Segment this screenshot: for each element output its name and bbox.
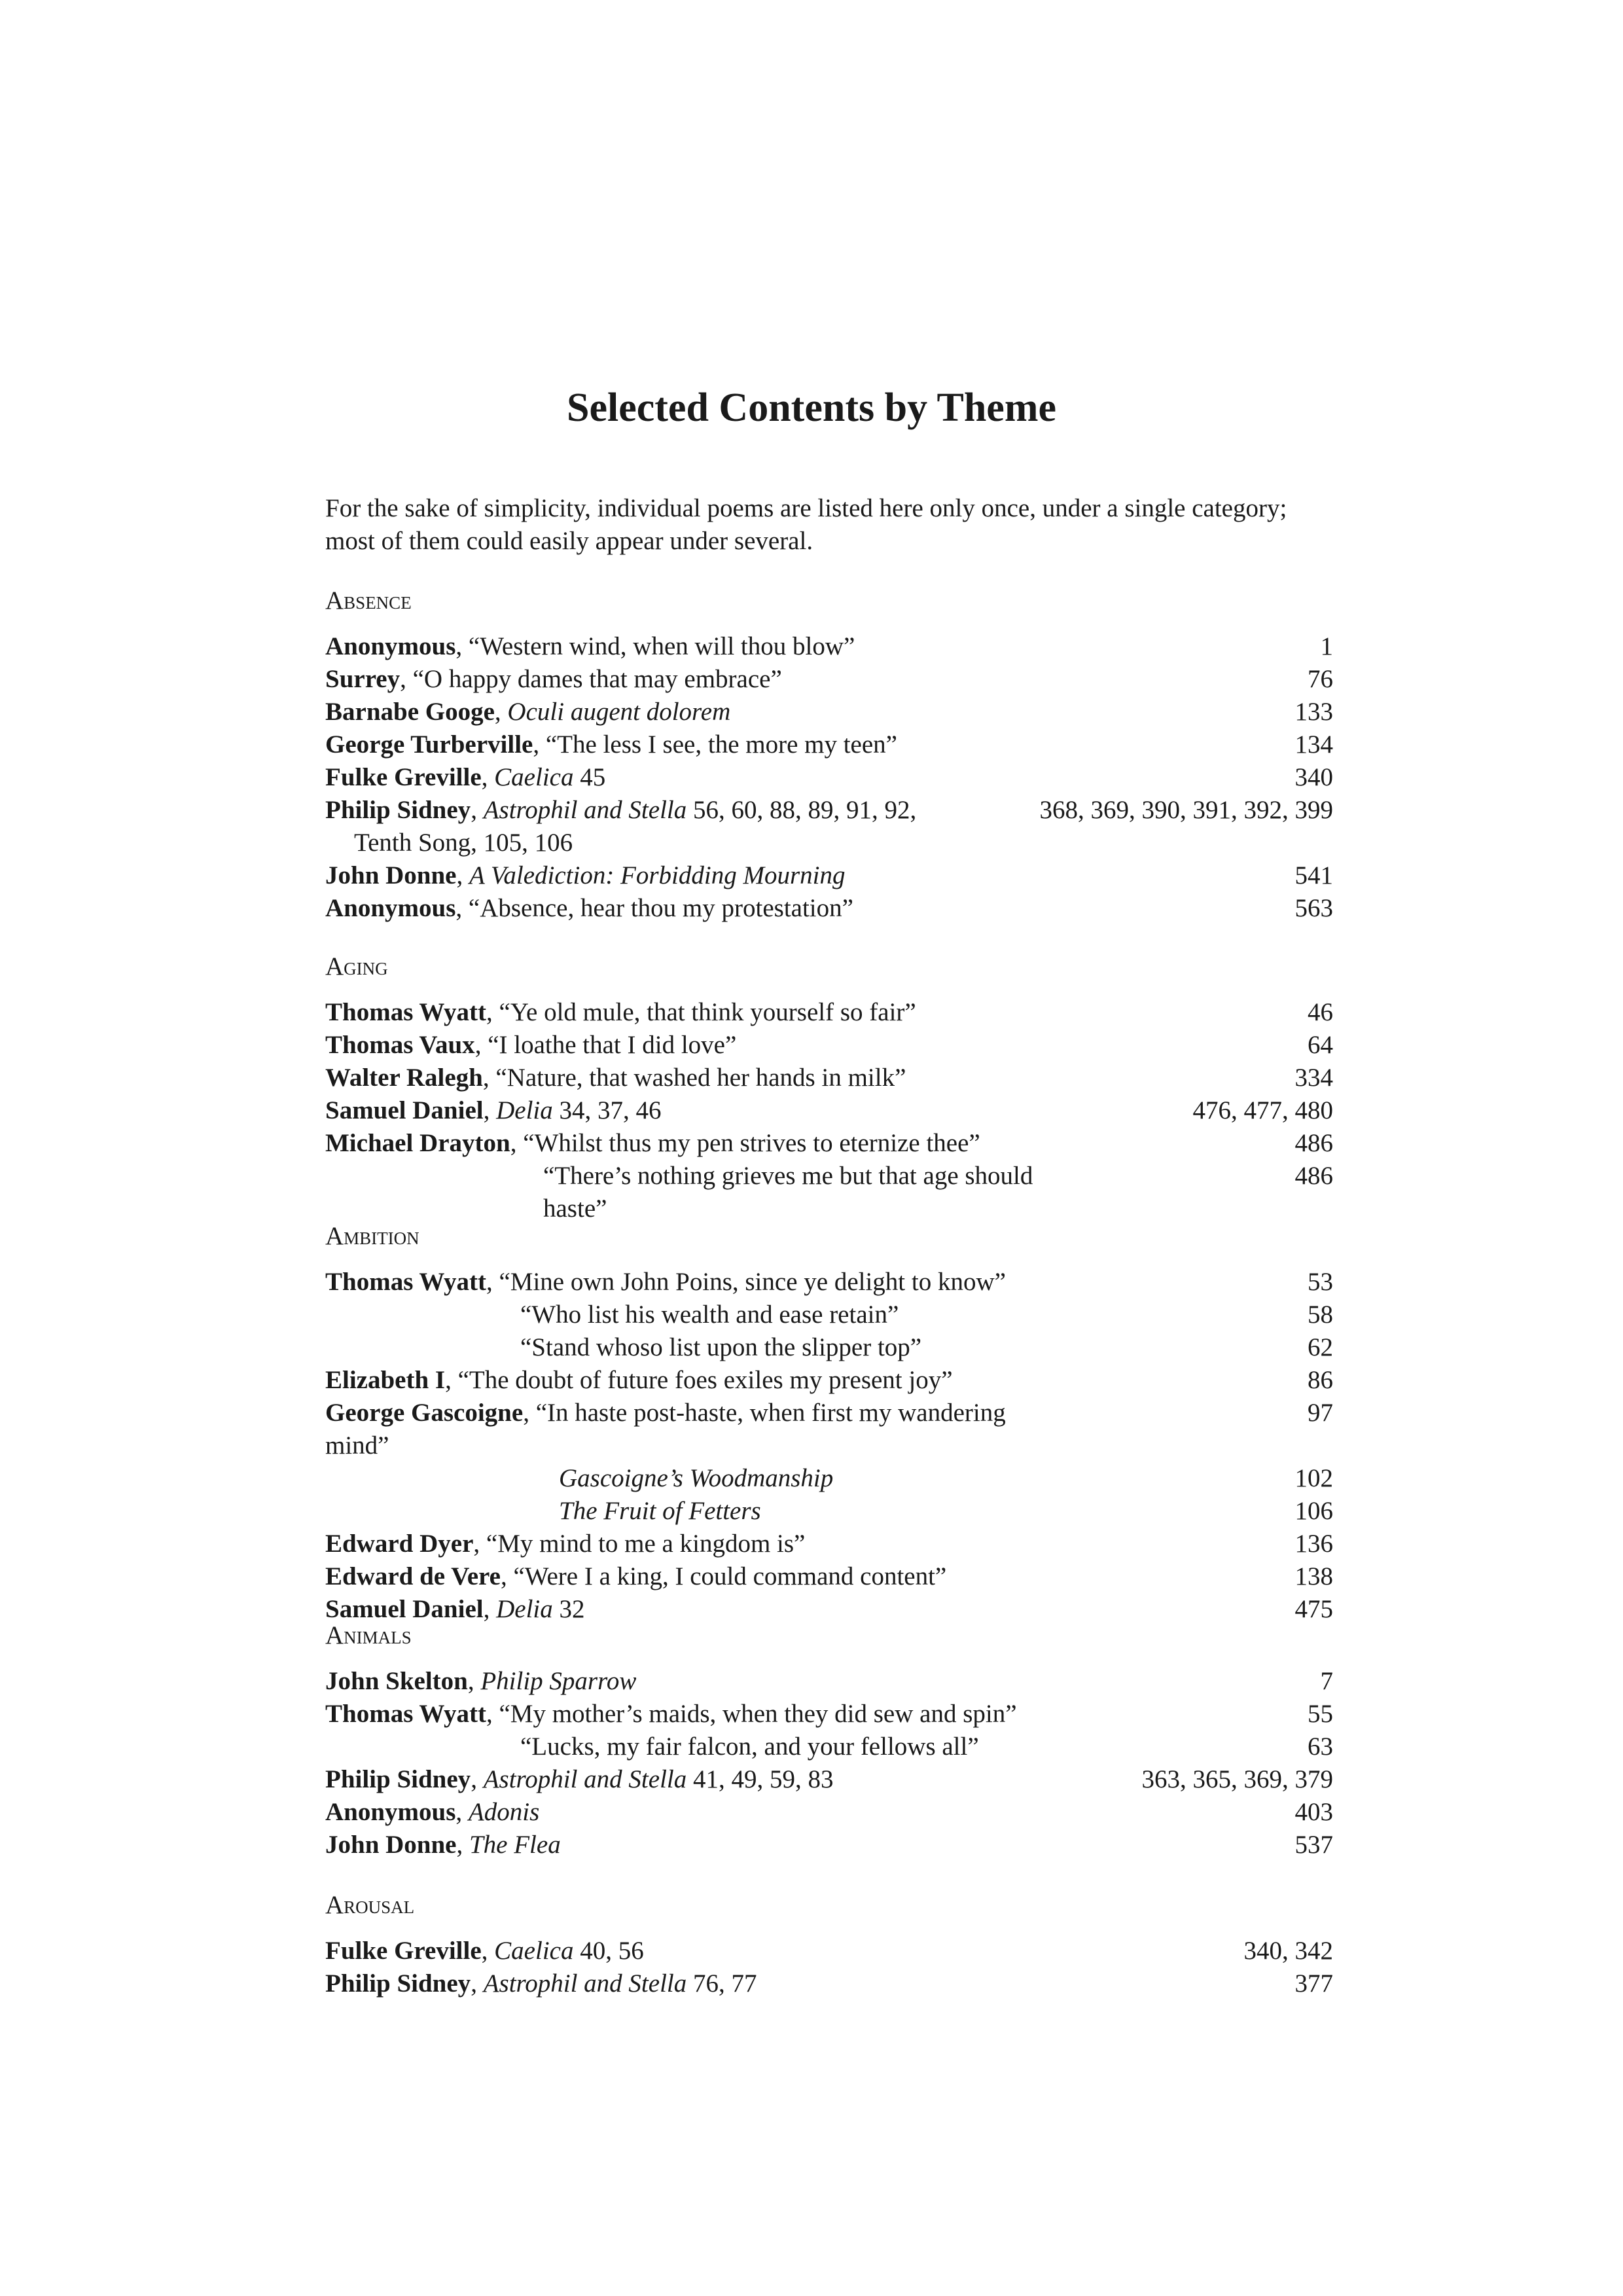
intro-paragraph bbox=[325, 492, 1333, 558]
entry-work: Caelica bbox=[494, 1937, 574, 1965]
entry-title: “O happy dames that may embrace” bbox=[412, 665, 782, 693]
entry-author: Barnabe Googe bbox=[325, 698, 495, 726]
entry-work: Astrophil and Stella bbox=[483, 1969, 687, 1998]
entry-work: The Flea bbox=[469, 1831, 561, 1859]
entry-pages: 138 bbox=[1294, 1562, 1333, 1590]
entry-author: George Gascoigne bbox=[325, 1399, 524, 1427]
entry-author: John Donne bbox=[325, 861, 457, 889]
entry-work: Astrophil and Stella bbox=[483, 796, 687, 824]
section-heading: Absence bbox=[325, 586, 412, 615]
entry: Fulke Greville, Caelica 40, 56 340, 342 bbox=[325, 1935, 1333, 1967]
section-animals bbox=[325, 1619, 1333, 1861]
entry-author: Philip Sidney bbox=[325, 1969, 471, 1998]
entry: John Skelton, Philip Sparrow 7 bbox=[325, 1665, 1333, 1698]
entry-author: Fulke Greville bbox=[325, 1937, 482, 1965]
entry: Edward Dyer, “My mind to me a kingdom is” 136 bbox=[325, 1528, 1333, 1560]
entry bbox=[325, 1331, 1333, 1364]
entry: Philip Sidney, Astrophil and Stella 41, 49, 59, 83 363, 365, 369, 379 bbox=[325, 1763, 1333, 1796]
entry-numbers: 76, 77 bbox=[687, 1969, 757, 1998]
entry-pages: 134 bbox=[1294, 730, 1333, 759]
entry: Thomas Wyatt, “Ye old mule, that think yourself so fair” 46 bbox=[325, 996, 1333, 1029]
entry-pages: 55 bbox=[1308, 1700, 1333, 1728]
entry-numbers: 40, 56 bbox=[573, 1937, 644, 1965]
page-title: Selected Contents by Theme bbox=[567, 386, 1056, 430]
entry-author: John Donne bbox=[325, 1831, 457, 1859]
section-heading: Arousal bbox=[325, 1891, 415, 1919]
entry: Surrey, “O happy dames that may embrace” 76 bbox=[325, 663, 1333, 696]
entry-author: Thomas Vaux bbox=[325, 1031, 475, 1059]
entry-numbers: 56, 60, 88, 89, 91, 92, bbox=[687, 796, 917, 824]
entry-title: “There’s nothing grieves me but that age should haste” bbox=[543, 1162, 1033, 1223]
entry-pages: 97 bbox=[1308, 1399, 1333, 1427]
entry-author: Samuel Daniel bbox=[325, 1096, 484, 1124]
entry-title: “Who list his wealth and ease retain” bbox=[520, 1300, 899, 1329]
entry-work: Caelica bbox=[494, 763, 574, 791]
entry-numbers: 32 bbox=[552, 1595, 585, 1623]
entry-author: Walter Ralegh bbox=[325, 1064, 483, 1092]
entry-author: Elizabeth I bbox=[325, 1366, 446, 1394]
entry: John Donne, A Valediction: Forbidding Mourning 541 bbox=[325, 859, 1333, 892]
entry-title: “Ye old mule, that think yourself so fair” bbox=[499, 998, 916, 1026]
entry-author: Fulke Greville bbox=[325, 763, 482, 791]
entry-pages: 403 bbox=[1294, 1798, 1333, 1826]
entry-author: Thomas Wyatt bbox=[325, 1268, 486, 1296]
entry-title: “Absence, hear thou my protestation” bbox=[468, 894, 853, 922]
entry-author: Michael Drayton bbox=[325, 1129, 510, 1157]
entry-pages: 486 bbox=[1294, 1162, 1333, 1190]
entry-title: “In haste post-haste, when first my wandering mind” bbox=[325, 1399, 1006, 1460]
entry-pages: 363, 365, 369, 379 bbox=[1141, 1765, 1333, 1793]
entry-work: Oculi augent dolorem bbox=[507, 698, 731, 726]
entry-title: “Whilst thus my pen strives to eternize thee” bbox=[523, 1129, 980, 1157]
entry-pages: 1 bbox=[1320, 632, 1333, 660]
entry-title: “Nature, that washed her hands in milk” bbox=[495, 1064, 906, 1092]
entry: Philip Sidney, Astrophil and Stella 56, 60, 88, 89, 91, 92, Tenth Song, 105, 106 368, 369, 390, 391, 392, 399 bbox=[325, 794, 1333, 859]
entry-author: Anonymous bbox=[325, 1798, 456, 1826]
entry-work: Astrophil and Stella bbox=[483, 1765, 687, 1793]
entry-continuation: Tenth Song, 105, 106 bbox=[354, 829, 573, 857]
entry: George Turberville, “The less I see, the more my teen” 134 bbox=[325, 728, 1333, 761]
entry-pages: 368, 369, 390, 391, 392, 399 bbox=[1039, 796, 1333, 824]
entry: Thomas Vaux, “I loathe that I did love” 64 bbox=[325, 1029, 1333, 1062]
entry-title: “Western wind, when will thou blow” bbox=[468, 632, 855, 660]
entry-title: “The doubt of future foes exiles my present joy” bbox=[457, 1366, 953, 1394]
entry-pages: 58 bbox=[1308, 1300, 1333, 1329]
section-heading: Aging bbox=[325, 952, 388, 980]
entry-pages: 563 bbox=[1294, 894, 1333, 922]
entry-pages: 136 bbox=[1294, 1530, 1333, 1558]
entry-title: “My mother’s maids, when they did sew and spin” bbox=[499, 1700, 1017, 1728]
entry-pages: 334 bbox=[1294, 1064, 1333, 1092]
entry: Anonymous, Adonis 403 bbox=[325, 1796, 1333, 1829]
entry: Michael Drayton, “Whilst thus my pen strives to eternize thee” 486 bbox=[325, 1127, 1333, 1160]
entry-title: “Mine own John Poins, since ye delight to know” bbox=[499, 1268, 1006, 1296]
entry-pages: 106 bbox=[1294, 1497, 1333, 1525]
section-aging bbox=[325, 950, 1333, 1225]
entry bbox=[325, 1462, 1333, 1495]
entry-work: Philip Sparrow bbox=[480, 1667, 637, 1695]
entry-author: Edward Dyer bbox=[325, 1530, 474, 1558]
entry-pages: 7 bbox=[1320, 1667, 1333, 1695]
entry-author: Surrey bbox=[325, 665, 401, 693]
entry-title: “The less I see, the more my teen” bbox=[545, 730, 897, 759]
entry-author: George Turberville bbox=[325, 730, 533, 759]
entry-title: “Were I a king, I could command content” bbox=[513, 1562, 947, 1590]
entry: Walter Ralegh, “Nature, that washed her hands in milk” 334 bbox=[325, 1062, 1333, 1094]
entry-work: Delia bbox=[496, 1096, 553, 1124]
section-absence bbox=[325, 584, 1333, 925]
entry-author: Philip Sidney bbox=[325, 796, 471, 824]
entry-work: Delia bbox=[496, 1595, 553, 1623]
entry: John Donne, The Flea 537 bbox=[325, 1829, 1333, 1861]
entry-pages: 46 bbox=[1308, 998, 1333, 1026]
entry bbox=[325, 1160, 1333, 1225]
section-ambition bbox=[325, 1220, 1333, 1626]
entry: Thomas Wyatt, “Mine own John Poins, since ye delight to know” 53 bbox=[325, 1266, 1333, 1299]
entry-title: “My mind to me a kingdom is” bbox=[486, 1530, 806, 1558]
entry-pages: 102 bbox=[1294, 1464, 1333, 1492]
entry-pages: 64 bbox=[1308, 1031, 1333, 1059]
entry bbox=[325, 1731, 1333, 1763]
entry: Philip Sidney, Astrophil and Stella 76, 77 377 bbox=[325, 1967, 1333, 2000]
entry-numbers: 34, 37, 46 bbox=[552, 1096, 662, 1124]
entry-author: Thomas Wyatt bbox=[325, 998, 486, 1026]
entry: Thomas Wyatt, “My mother’s maids, when they did sew and spin” 55 bbox=[325, 1698, 1333, 1731]
entry-pages: 377 bbox=[1294, 1969, 1333, 1998]
entry: Elizabeth I, “The doubt of future foes exiles my present joy” 86 bbox=[325, 1364, 1333, 1397]
entry-pages: 340 bbox=[1294, 763, 1333, 791]
entry-author: Thomas Wyatt bbox=[325, 1700, 486, 1728]
section-heading: Animals bbox=[325, 1621, 412, 1649]
entry: George Gascoigne, “In haste post-haste, when first my wandering mind” 97 bbox=[325, 1397, 1333, 1462]
entry: Anonymous, “Absence, hear thou my protestation” 563 bbox=[325, 892, 1333, 925]
entry-pages: 76 bbox=[1308, 665, 1333, 693]
intro-line: For the sake of simplicity, individual poems are listed here only once, under a single category; bbox=[325, 494, 1287, 522]
entry-author: Anonymous bbox=[325, 632, 456, 660]
entry-title: “Lucks, my fair falcon, and your fellows all” bbox=[520, 1732, 979, 1761]
intro-line: most of them could easily appear under several. bbox=[325, 527, 813, 555]
entry-author: John Skelton bbox=[325, 1667, 468, 1695]
entry-author: Samuel Daniel bbox=[325, 1595, 484, 1623]
entry: Edward de Vere, “Were I a king, I could command content” 138 bbox=[325, 1560, 1333, 1593]
entry-author: Edward de Vere bbox=[325, 1562, 501, 1590]
entry-work: The Fruit of Fetters bbox=[559, 1497, 761, 1525]
entry: Samuel Daniel, Delia 32 475 bbox=[325, 1593, 1333, 1626]
entry-numbers: 45 bbox=[573, 763, 606, 791]
entry-pages: 86 bbox=[1308, 1366, 1333, 1394]
entry-author: Anonymous bbox=[325, 894, 456, 922]
entry-pages: 537 bbox=[1294, 1831, 1333, 1859]
entry-pages: 133 bbox=[1294, 698, 1333, 726]
entry-work: Adonis bbox=[468, 1798, 540, 1826]
section-heading: Ambition bbox=[325, 1222, 419, 1250]
entry-author: Philip Sidney bbox=[325, 1765, 471, 1793]
entry bbox=[325, 1299, 1333, 1331]
entry-pages: 62 bbox=[1308, 1333, 1333, 1361]
entry-pages: 475 bbox=[1294, 1595, 1333, 1623]
entry: Fulke Greville, Caelica 45 340 bbox=[325, 761, 1333, 794]
entry bbox=[325, 1495, 1333, 1528]
entry: Barnabe Googe, Oculi augent dolorem 133 bbox=[325, 696, 1333, 728]
entry-pages: 486 bbox=[1294, 1129, 1333, 1157]
entry-pages: 541 bbox=[1294, 861, 1333, 889]
entry-pages: 63 bbox=[1308, 1732, 1333, 1761]
entry-work: Gascoigne’s Woodmanship bbox=[559, 1464, 834, 1492]
entry: Samuel Daniel, Delia 34, 37, 46 476, 477, 480 bbox=[325, 1094, 1333, 1127]
section-arousal bbox=[325, 1889, 1333, 2000]
entry-title: “I loathe that I did love” bbox=[488, 1031, 737, 1059]
entry-pages: 53 bbox=[1308, 1268, 1333, 1296]
entry: Anonymous, “Western wind, when will thou blow” 1 bbox=[325, 630, 1333, 663]
entry-pages: 340, 342 bbox=[1243, 1937, 1333, 1965]
entry-title: “Stand whoso list upon the slipper top” bbox=[520, 1333, 922, 1361]
entry-numbers: 41, 49, 59, 83 bbox=[687, 1765, 834, 1793]
entry-pages: 476, 477, 480 bbox=[1192, 1096, 1333, 1124]
entry-work: A Valediction: Forbidding Mourning bbox=[469, 861, 846, 889]
